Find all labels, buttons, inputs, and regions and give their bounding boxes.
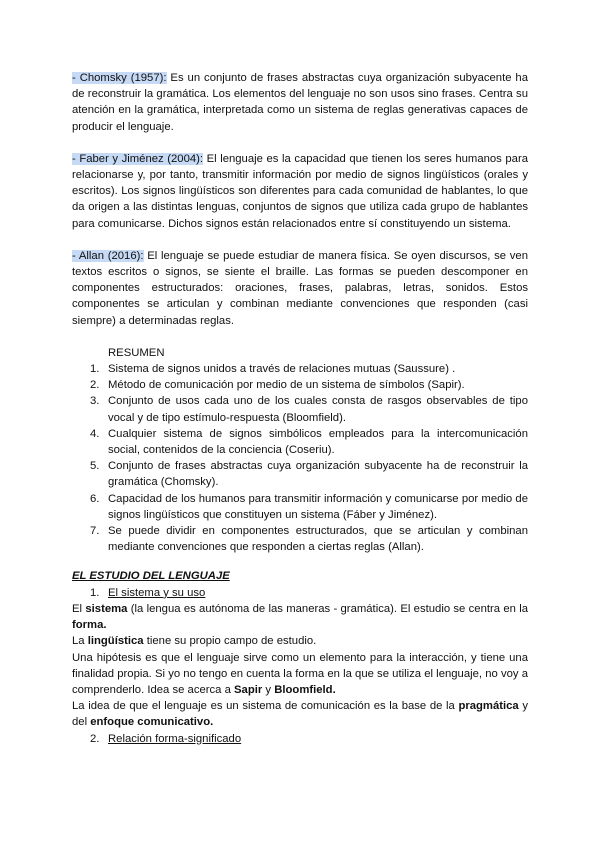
body-paragraph <box>72 698 528 730</box>
definition-allan <box>72 248 528 329</box>
bold-term: forma. <box>72 619 107 632</box>
definition-text: El lenguaje se puede estudiar de manera física. Se oyen discursos, se ven textos escritos o signos, se siente el braille. Las formas se pueden descomponer en componentes estructurados: oraciones, frases, palabras, letras, sonidos. Estos componentes se articulan y combinan mediante convenciones que responden (casi siempre) a determinadas reglas. <box>72 249 528 327</box>
subsection-heading-2 <box>72 731 528 747</box>
list-number: 7. <box>90 525 100 538</box>
text-run: (la lengua es autónoma de las maneras - gramática). El estudio se centra en la <box>127 602 528 615</box>
list-text: Conjunto de usos cada uno de los cuales consta de rasgos observables de tipo vocal y de tipo estímulo-respuesta (Bloomfield). <box>108 395 528 424</box>
body-paragraph <box>72 633 528 649</box>
subsection-heading-1 <box>72 585 528 601</box>
bold-term: Sapir <box>234 683 263 696</box>
section-title: EL ESTUDIO DEL LENGUAJE <box>72 570 230 583</box>
list-text: Sistema de signos unidos a través de relaciones mutuas (Saussure) . <box>108 363 456 376</box>
body-paragraph <box>72 650 528 699</box>
list-text: Método de comunicación por medio de un sistema de símbolos (Sapir). <box>108 379 465 392</box>
text-run: tiene su propio campo de estudio. <box>143 635 317 648</box>
summary-title: RESUMEN <box>108 346 165 359</box>
list-item <box>72 426 528 458</box>
list-text: Cualquier sistema de signos simbólicos empleados para la intercomunicación social, contenidos de la conciencia (Coseriu). <box>108 427 528 457</box>
body-paragraph <box>72 601 528 633</box>
summary-list <box>72 361 528 555</box>
definition-text: Es un conjunto de frases abstractas cuya organización subyacente ha de reconstruir la gramática. Los elementos del lenguaje no son usos sino frases. Centra su atención en la gramática, interpretada como un sistema de reglas generativas capaces de producir el lenguaje. <box>72 72 528 133</box>
subsection-title: El sistema y su uso <box>108 586 206 599</box>
author-highlight: - Faber y Jiménez (2004): <box>72 152 204 165</box>
bold-term: enfoque comunicativo. <box>90 716 214 729</box>
author-highlight: - Chomsky (1957): <box>72 72 167 84</box>
text-run: El <box>72 602 86 615</box>
bold-term: Bloomfield. <box>274 683 336 696</box>
list-text: Capacidad de los humanos para transmitir información y comunicarse por medio de signos lingüísticos que constituyen un sistema (Fáber y Jiménez). <box>108 492 528 521</box>
definition-chomsky <box>72 70 528 135</box>
list-number: 6. <box>90 492 100 505</box>
bold-term: pragmática <box>458 700 519 713</box>
list-item <box>72 393 528 425</box>
author-highlight: - Allan (2016): <box>72 249 144 262</box>
subsection-number: 1. <box>90 586 100 599</box>
list-number: 4. <box>90 427 100 440</box>
document-page <box>72 70 528 747</box>
subsection-number: 2. <box>90 732 100 745</box>
summary-block <box>72 345 528 556</box>
list-item <box>72 377 528 393</box>
text-run: La <box>72 635 88 648</box>
list-item <box>72 491 528 523</box>
definition-text: El lenguaje es la capacidad que tienen los seres humanos para relacionarse y, por tanto, transmitir información por medio de signos lingüísticos (orales y escritos). Los signos lingüísticos son diferentes para cada comunidad de hablantes, lo que da origen a las distintas lenguas, conjuntos de signos que utiliza cada grupo de hablantes para comunicarse. Dichos signos están relacionados entre sí constituyendo un sistema. <box>72 152 528 230</box>
list-text: Se puede dividir en componentes estructurados, que se articulan y combinan mediante convenciones que responden a ciertas reglas (Allan). <box>108 525 528 554</box>
text-run: y <box>262 683 275 696</box>
text-run: La idea de que el lenguaje es un sistema de comunicación es la base de la <box>72 700 459 713</box>
subsection-title: Relación forma-significado <box>108 732 242 745</box>
list-number: 2. <box>90 379 100 392</box>
list-item <box>72 361 528 377</box>
text-run: Una hipótesis es que el lenguaje sirve como un elemento para la interacción, y tiene una finalidad propia. Si yo no tengo en cuenta la forma en la que se utiliza el lenguaje, no voy a comprenderlo. Idea se acerca a <box>72 651 528 696</box>
list-number: 3. <box>90 395 100 408</box>
list-number: 1. <box>90 363 100 376</box>
list-item <box>72 523 528 555</box>
list-text: Conjunto de frases abstractas cuya organización subyacente ha de reconstruir la gramática (Chomsky). <box>108 460 528 489</box>
list-item <box>72 458 528 490</box>
bold-term: sistema <box>85 602 128 615</box>
definition-faber-jimenez <box>72 151 528 232</box>
bold-term: lingüística <box>87 635 144 648</box>
text-run: y del <box>72 700 528 729</box>
list-number: 5. <box>90 460 100 473</box>
